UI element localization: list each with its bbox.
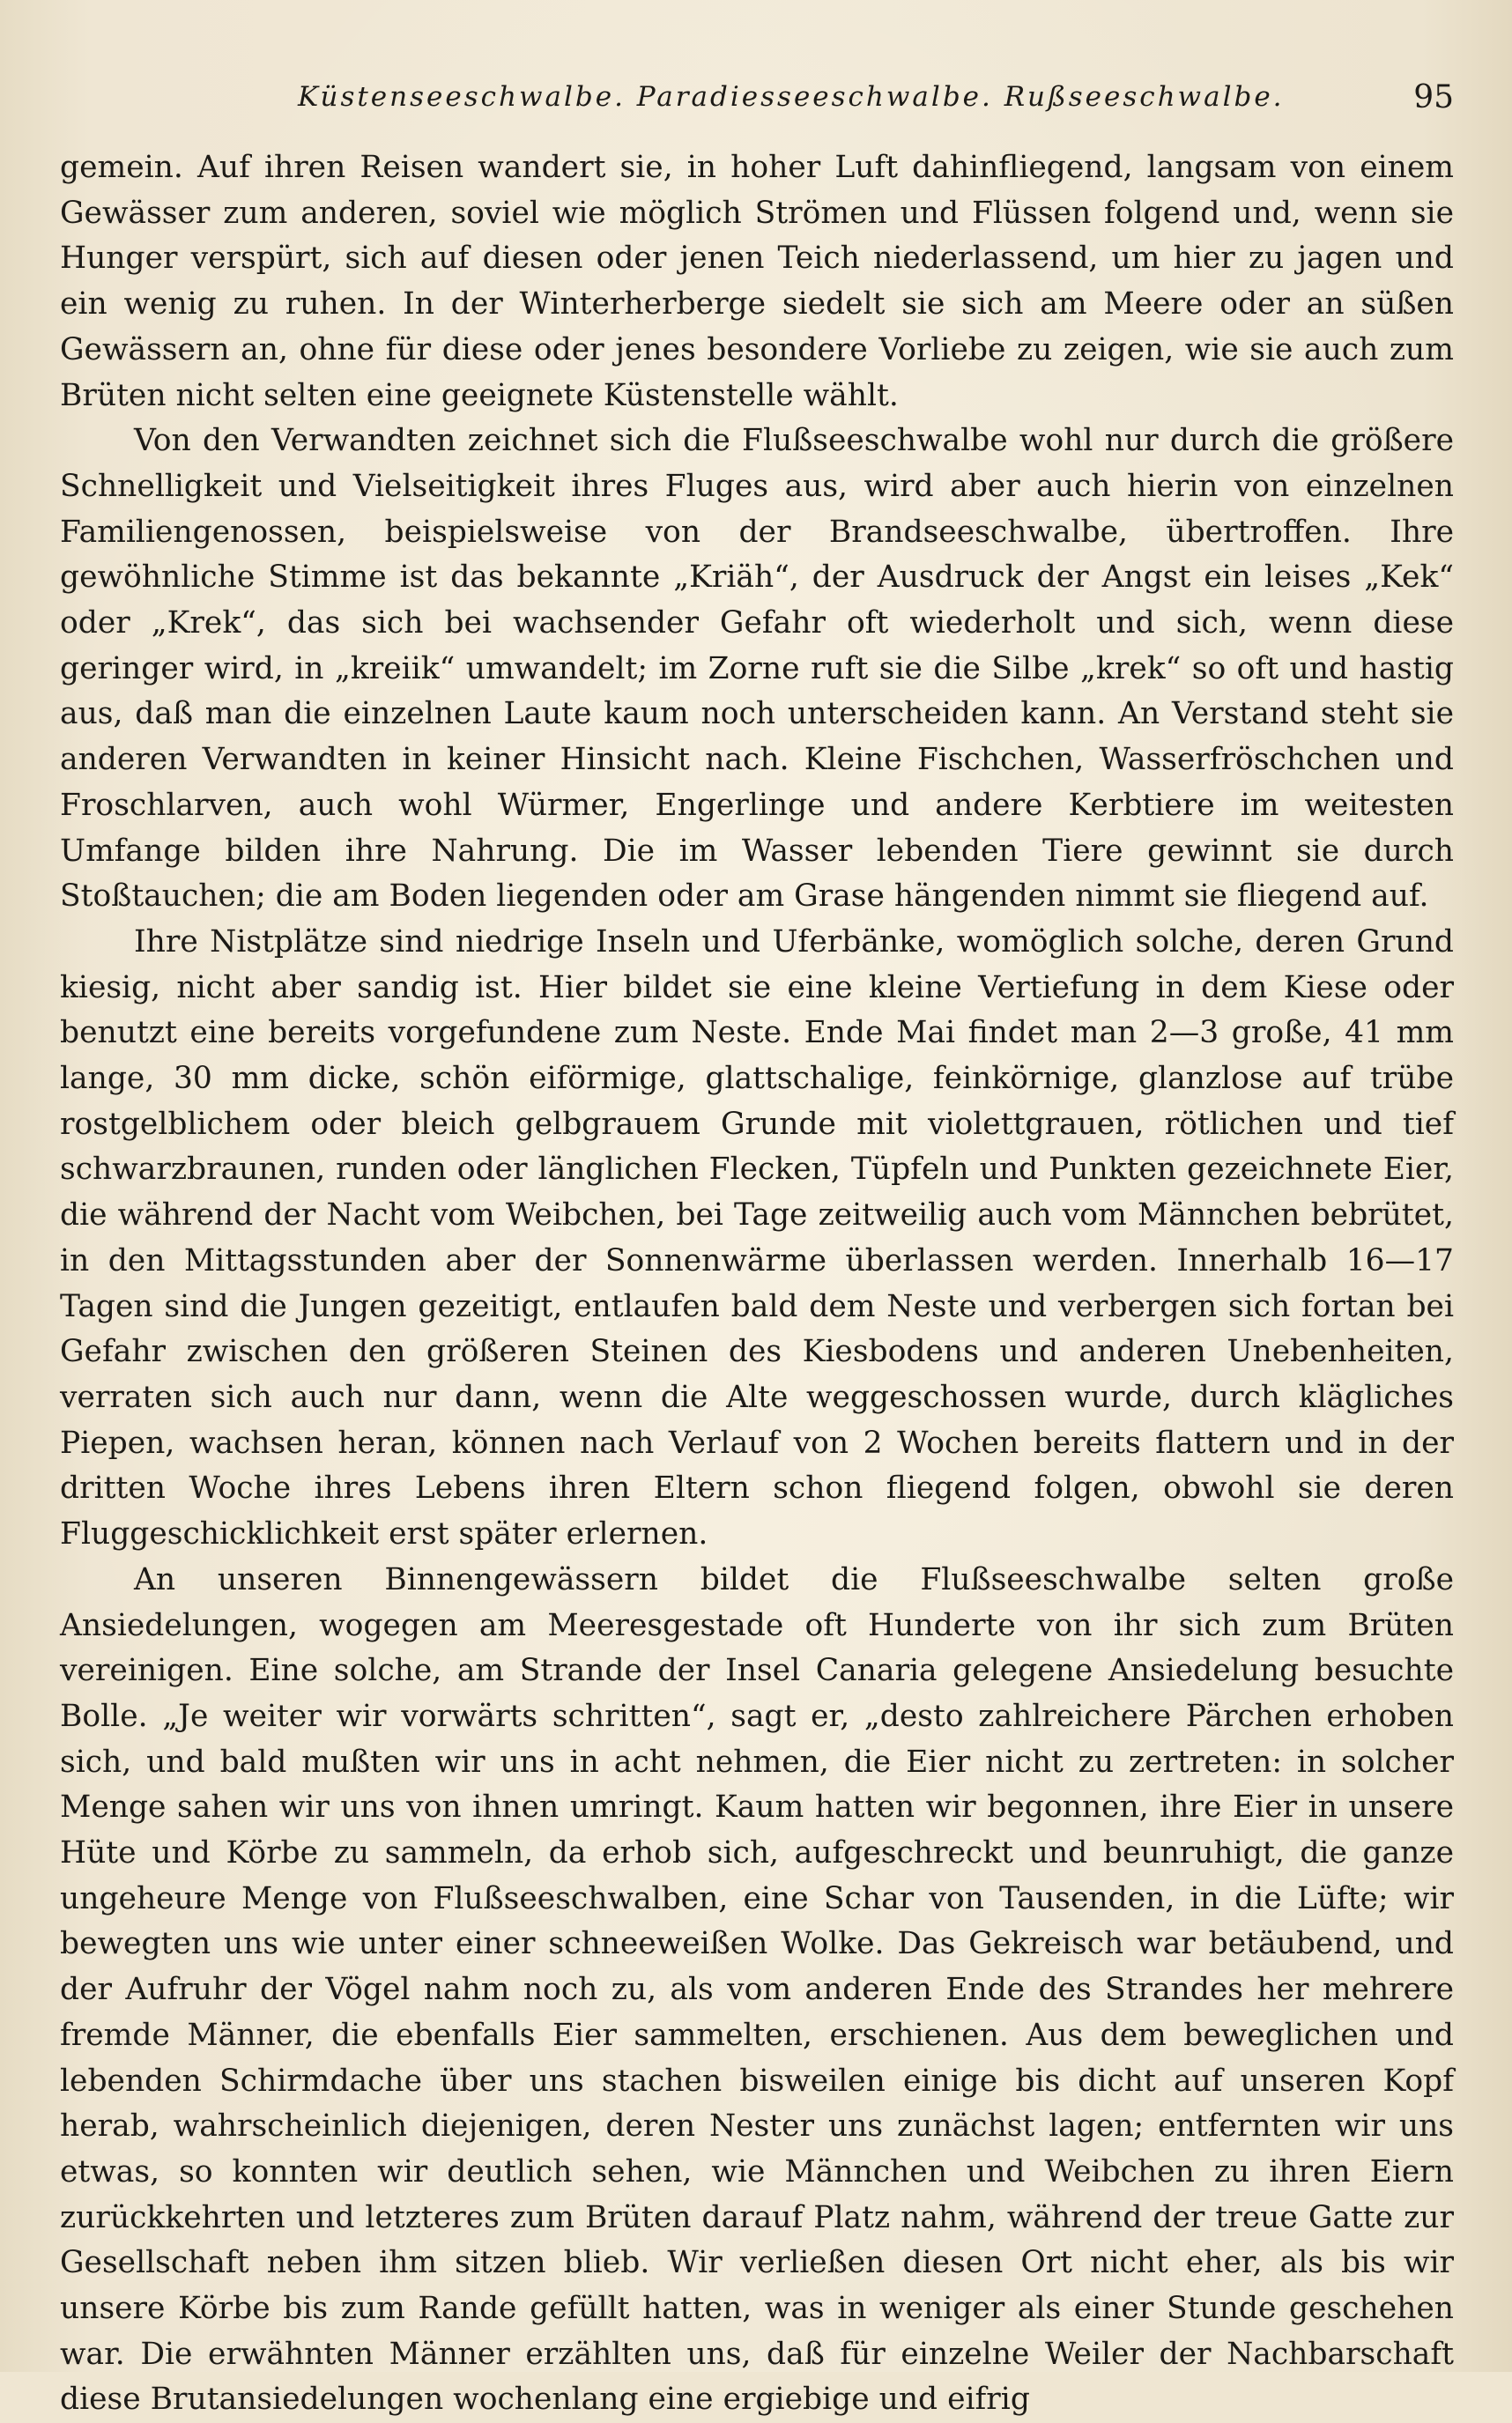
paragraph-2: Von den Verwandten zeichnet sich die Flußseeschwalbe wohl nur durch die größere Schnelligkeit und Vielseitigkeit ihres Fluges aus, wird aber auch hierin von einzelnen Familiengenossen, beispielsweise von der Brandseeschwalbe, übertroffen. Ihre gewöhnliche Stimme ist das bekannte „Kriäh“, der Ausdruck der Angst ein leises „Kek“ oder „Krek“, das sich bei wachsender Gefahr oft wiederholt und sich, wenn diese geringer wird, in „kreiik“ umwandelt; im Zorne ruft sie die Silbe „krek“ so oft und hastig aus, daß man die einzelnen Laute kaum noch unterscheiden kann. An Verstand steht sie anderen Verwandten in keiner Hinsicht nach. Kleine Fischchen, Wasserfröschchen und Froschlarven, auch wohl Würmer, Engerlinge und andere Kerbtiere im weitesten Umfange bilden ihre Nahrung. Die im Wasser lebenden Tiere gewinnt sie durch Stoßtauchen; die am Boden liegenden oder am Grase hängenden nimmt sie fliegend auf. — [60, 423, 1454, 915]
running-title: Küstenseeschwalbe. Paradiesseeschwalbe. Rußseeschwalbe. — [298, 81, 1285, 113]
paragraph-1: gemein. Auf ihren Reisen wandert sie, in hoher Luft dahinfliegend, langsam von einem Gewässer zum anderen, soviel wie möglich Strömen und Flüssen folgend und, wenn sie Hunger verspürt, sich auf diesen oder jenen Teich niederlassend, um hier zu jagen und ein wenig zu ruhen. In der Winterherberge siedelt sie sich am Meere oder an süßen Gewässern an, ohne für diese oder jenes besondere Vorliebe zu zeigen, wie sie auch zum Brüten nicht selten eine geeignete Küstenstelle wählt. — [60, 150, 1454, 413]
body-text — [60, 145, 1454, 2423]
paragraph-4: An unseren Binnengewässern bildet die Flußseeschwalbe selten große Ansiedelungen, wogegen am Meeresgestade oft Hunderte von ihr sich zum Brüten vereinigen. Eine solche, am Strande der Insel Canaria gelegene Ansiedelung besuchte Bolle. „Je weiter wir vorwärts schritten“, sagt er, „desto zahlreichere Pärchen erhoben sich, und bald mußten wir uns in acht nehmen, die Eier nicht zu zertreten: in solcher Menge sahen wir uns von ihnen umringt. Kaum hatten wir begonnen, ihre Eier in unsere Hüte und Körbe zu sammeln, da erhob sich, aufgeschreckt und beunruhigt, die ganze ungeheure Menge von Flußseeschwalben, eine Schar von Tausenden, in die Lüfte; wir bewegten uns wie unter einer schneeweißen Wolke. Das Gekreisch war betäubend, und der Aufruhr der Vögel nahm noch zu, als vom anderen Ende des Strandes her mehrere fremde Männer, die ebenfalls Eier sammelten, erschienen. Aus dem beweglichen und lebenden Schirmdache über uns stachen bisweilen einige bis dicht auf unseren Kopf herab, wahrscheinlich diejenigen, deren Nester uns zunächst lagen; entfernten wir uns etwas, so konnten wir deutlich sehen, wie Männchen und Weibchen zu ihren Eiern zurückkehrten und letzteres zum Brüten darauf Platz nahm, während der treue Gatte zur Gesellschaft neben ihm sitzen blieb. Wir verließen diesen Ort nicht eher, als bis wir unsere Körbe bis zum Rande gefüllt hatten, was in weniger als einer Stunde geschehen war. Die erwähnten Männer erzählten uns, daß für einzelne Weiler der Nachbarschaft diese Brutansiedelungen wochenlang eine ergiebige und eifrig — [60, 1561, 1454, 2418]
paragraph-3: Ihre Nistplätze sind niedrige Inseln und Uferbänke, womöglich solche, deren Grund kiesig, nicht aber sandig ist. Hier bildet sie eine kleine Vertiefung in dem Kiese oder benutzt eine bereits vorgefundene zum Neste. Ende Mai findet man 2—3 große, 41 mm lange, 30 mm dicke, schön eiförmige, glattschalige, feinkörnige, glanzlose auf trübe rostgelblichem oder bleich gelbgrauem Grunde mit violettgrauen, rötlichen und tief schwarzbraunen, runden oder länglichen Flecken, Tüpfeln und Punkten gezeichnete Eier, die während der Nacht vom Weibchen, bei Tage zeitweilig auch vom Männchen bebrütet, in den Mittagsstunden aber der Sonnenwärme überlassen werden. Innerhalb 16—17 Tagen sind die Jungen gezeitigt, entlaufen bald dem Neste und verbergen sich fortan bei Gefahr zwischen den größeren Steinen des Kiesbodens und anderen Unebenheiten, verraten sich auch nur dann, wenn die Alte weggeschossen wurde, durch klägliches Piepen, wachsen heran, können nach Verlauf von 2 Wochen bereits flattern und in der dritten Woche ihres Lebens ihren Eltern schon fliegend folgen, obwohl sie deren Fluggeschicklichkeit erst später erlernen. — [60, 923, 1454, 1552]
page-header — [60, 81, 1454, 129]
page-number: 95 — [1413, 79, 1454, 115]
